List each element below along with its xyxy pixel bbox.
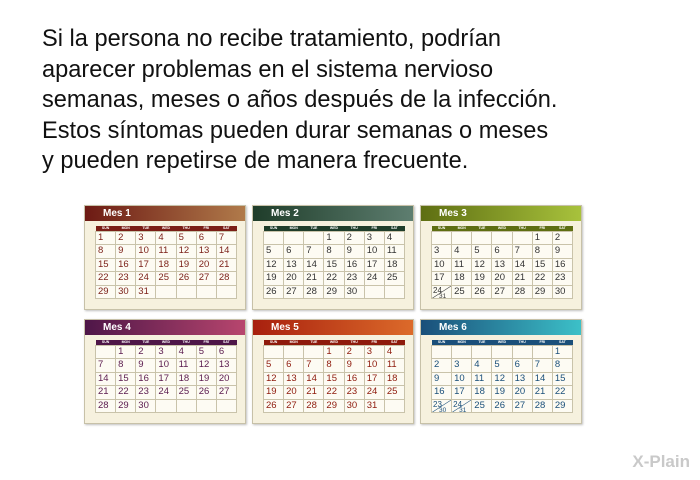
calendar-day: 2: [344, 232, 364, 245]
calendar-day: 12: [492, 372, 512, 385]
day-number: 23: [433, 399, 442, 409]
calendar-day: 30: [552, 285, 572, 298]
calendar-day: 16: [432, 386, 452, 399]
calendar-month-1: [84, 205, 246, 310]
calendar-day: 27: [284, 285, 304, 298]
calendar-day: 5: [264, 245, 284, 258]
calendar-day: 16: [344, 372, 364, 385]
day-number: 31: [459, 406, 467, 413]
calendar-day: [432, 346, 452, 359]
calendar-day: 2: [344, 346, 364, 359]
calendar-day: 8: [532, 245, 552, 258]
weekday-label: THU: [344, 226, 364, 232]
calendar-grid: [95, 226, 237, 299]
calendar-day: [264, 232, 284, 245]
calendar-day: [284, 232, 304, 245]
calendar-day: 8: [116, 359, 136, 372]
calendar-day: 9: [344, 359, 364, 372]
calendar-day: 3: [432, 245, 452, 258]
weekday-label: WED: [156, 226, 176, 232]
calendar-day: 1: [116, 346, 136, 359]
calendar-day: 10: [156, 359, 176, 372]
calendar-day: 25: [384, 386, 404, 399]
calendar-day: 28: [512, 285, 532, 298]
calendar-title: Mes 5: [253, 320, 413, 335]
weekday-label: SAT: [216, 340, 236, 346]
calendar-day: 16: [116, 258, 136, 271]
calendar-day: 21: [532, 386, 552, 399]
calendar-day: 13: [284, 372, 304, 385]
calendar-day: 29: [116, 399, 136, 412]
calendar-day: [96, 346, 116, 359]
calendar-day: [512, 232, 532, 245]
calendar-day: 14: [96, 372, 116, 385]
calendar-day: 15: [96, 258, 116, 271]
calendar-day: 21: [512, 272, 532, 285]
calendar-day: 25: [176, 386, 196, 399]
calendar-grid: [431, 340, 573, 413]
main-text-line: aparecer problemas en el sistema nervioso: [42, 56, 494, 83]
calendar-day: 16: [552, 258, 572, 271]
calendar-day: 16: [344, 258, 364, 271]
calendar-day: 23: [344, 386, 364, 399]
calendar-day: 27: [216, 386, 236, 399]
calendar-day: 9: [432, 372, 452, 385]
calendar-day: 11: [384, 359, 404, 372]
calendar-day: 22: [532, 272, 552, 285]
calendar-day: [304, 232, 324, 245]
calendar-day: 21: [96, 386, 116, 399]
calendar-day: 10: [136, 245, 156, 258]
calendar-day: 1: [324, 232, 344, 245]
calendar-day: 14: [304, 258, 324, 271]
weekday-label: SAT: [216, 226, 236, 232]
main-text-line: Si la persona no recibe tratamiento, podrían: [42, 26, 502, 52]
calendar-day: 17: [136, 258, 156, 271]
calendar-day: 7: [532, 359, 552, 372]
main-text-line: y pueden repetirse de manera frecuente.: [42, 148, 469, 174]
calendar-day: 15: [324, 372, 344, 385]
calendar-day: 6: [196, 232, 216, 245]
calendar-day: 2: [116, 232, 136, 245]
weekday-label: WED: [156, 340, 176, 346]
calendar-day: [384, 285, 404, 298]
weekday-label: MON: [116, 226, 136, 232]
calendar-day: 6: [512, 359, 532, 372]
calendar-day: [196, 285, 216, 298]
calendar-day: 26: [264, 285, 284, 298]
calendar-day: 18: [384, 372, 404, 385]
calendar-day: 20: [512, 386, 532, 399]
calendar-day: 31: [136, 285, 156, 298]
calendar-day: 24: [136, 272, 156, 285]
calendar-day: [176, 399, 196, 412]
weekday-label: MON: [452, 340, 472, 346]
calendar-day: 23: [116, 272, 136, 285]
calendar-day: [432, 399, 452, 412]
calendar-day: 3: [452, 359, 472, 372]
calendar-day: 18: [176, 372, 196, 385]
main-text-line: semanas, meses o años después de la infección.: [42, 87, 558, 113]
calendar-day: 9: [116, 245, 136, 258]
weekday-label: WED: [492, 340, 512, 346]
calendar-day: 13: [512, 372, 532, 385]
calendar-day: 24: [364, 386, 384, 399]
weekday-label: FRI: [196, 340, 216, 346]
calendar-title: Mes 2: [253, 206, 413, 221]
calendar-day: [176, 285, 196, 298]
weekday-label: THU: [344, 340, 364, 346]
calendar-day: 26: [176, 272, 196, 285]
calendar-day: 14: [512, 258, 532, 271]
calendar-day: 13: [492, 258, 512, 271]
calendar-day: 10: [432, 258, 452, 271]
calendar-day: 9: [344, 245, 364, 258]
day-number: 30: [439, 406, 447, 413]
calendar-day: 12: [196, 359, 216, 372]
calendar-day: [432, 232, 452, 245]
calendar-day: 17: [156, 372, 176, 385]
calendar-day: 11: [452, 258, 472, 271]
calendar-day: 26: [196, 386, 216, 399]
weekday-label: FRI: [364, 340, 384, 346]
calendar-day: 28: [304, 399, 324, 412]
calendar-day: 7: [512, 245, 532, 258]
calendar-day: 26: [264, 399, 284, 412]
calendar-day: 30: [344, 399, 364, 412]
calendar-day: 1: [532, 232, 552, 245]
calendar-grid: [263, 340, 405, 413]
weekday-label: THU: [512, 340, 532, 346]
calendar-day: 17: [432, 272, 452, 285]
calendar-day: 17: [364, 258, 384, 271]
weekday-label: WED: [492, 226, 512, 232]
calendar-grid: [263, 226, 405, 299]
calendar-grid: [95, 340, 237, 413]
calendar-day: 29: [552, 399, 572, 412]
weekday-label: MON: [452, 226, 472, 232]
calendar-day: 2: [136, 346, 156, 359]
calendar-grid: [431, 226, 573, 299]
calendar-day: [304, 346, 324, 359]
weekday-label: TUE: [472, 340, 492, 346]
calendar-title: Mes 1: [85, 206, 245, 221]
calendar-day: 29: [532, 285, 552, 298]
calendar-day: [216, 399, 236, 412]
calendar-day: 10: [452, 372, 472, 385]
calendar-day: 11: [176, 359, 196, 372]
weekday-label: SAT: [552, 340, 572, 346]
weekday-label: MON: [116, 340, 136, 346]
calendar-day: [532, 346, 552, 359]
calendar-day: 25: [384, 272, 404, 285]
calendar-day: 29: [96, 285, 116, 298]
calendar-day: 22: [552, 386, 572, 399]
calendar-day: 26: [472, 285, 492, 298]
calendar-month-5: [252, 319, 414, 424]
calendar-day: 4: [176, 346, 196, 359]
calendar-day: 23: [344, 272, 364, 285]
weekday-label: SUN: [432, 340, 452, 346]
calendar-month-4: [84, 319, 246, 424]
calendar-day: 2: [552, 232, 572, 245]
weekday-label: FRI: [364, 226, 384, 232]
weekday-label: SUN: [264, 340, 284, 346]
calendar-day: 30: [136, 399, 156, 412]
calendar-day: 27: [492, 285, 512, 298]
calendar-day: 2: [432, 359, 452, 372]
calendar-day: 5: [472, 245, 492, 258]
weekday-label: TUE: [304, 226, 324, 232]
weekday-label: SAT: [384, 226, 404, 232]
weekday-label: TUE: [136, 340, 156, 346]
calendar-day: 5: [264, 359, 284, 372]
weekday-label: THU: [512, 226, 532, 232]
calendar-day: 6: [284, 245, 304, 258]
calendar-day: 25: [452, 285, 472, 298]
calendar-day: 20: [196, 258, 216, 271]
calendar-day: 31: [364, 399, 384, 412]
weekday-label: MON: [284, 226, 304, 232]
calendar-day: 6: [492, 245, 512, 258]
calendar-day: 1: [552, 346, 572, 359]
weekday-label: SUN: [96, 226, 116, 232]
calendar-day: 12: [264, 258, 284, 271]
day-number: 24: [433, 285, 442, 295]
calendar-day: [472, 232, 492, 245]
calendar-day: 6: [284, 359, 304, 372]
calendar-day: 20: [216, 372, 236, 385]
calendar-day: 3: [364, 232, 384, 245]
calendar-day: 19: [264, 386, 284, 399]
calendar-day: 7: [216, 232, 236, 245]
weekday-label: FRI: [196, 226, 216, 232]
weekday-label: FRI: [532, 226, 552, 232]
calendar-day: 4: [384, 346, 404, 359]
calendar-day: 15: [324, 258, 344, 271]
calendar-day: 28: [96, 399, 116, 412]
calendar-day: 11: [156, 245, 176, 258]
calendar-day: 4: [156, 232, 176, 245]
calendar-day: 8: [96, 245, 116, 258]
calendar-day: [216, 285, 236, 298]
calendar-day: 16: [136, 372, 156, 385]
calendar-day: 5: [176, 232, 196, 245]
calendar-month-2: [252, 205, 414, 310]
calendar-day: 13: [216, 359, 236, 372]
calendar-day: 7: [96, 359, 116, 372]
calendar-title: Mes 3: [421, 206, 581, 221]
calendar-day: 11: [384, 245, 404, 258]
calendar-title: Mes 6: [421, 320, 581, 335]
calendar-day: [264, 346, 284, 359]
calendar-day: 20: [492, 272, 512, 285]
calendar-day: 13: [196, 245, 216, 258]
calendar-day: 5: [492, 359, 512, 372]
calendar-day: 22: [324, 272, 344, 285]
calendar-title: Mes 4: [85, 320, 245, 335]
calendar-day: 27: [196, 272, 216, 285]
calendar-day: 3: [364, 346, 384, 359]
weekday-label: THU: [176, 340, 196, 346]
x-plain-logo: X-Plain: [632, 452, 690, 471]
calendar-day: 27: [512, 399, 532, 412]
calendar-day: 11: [472, 372, 492, 385]
calendar-day: 10: [364, 245, 384, 258]
calendar-day: [284, 346, 304, 359]
calendar-day: 25: [156, 272, 176, 285]
main-paragraph: [42, 24, 662, 177]
calendar-day: [512, 346, 532, 359]
weekday-label: THU: [176, 226, 196, 232]
calendar-day: [452, 346, 472, 359]
calendar-day: 23: [136, 386, 156, 399]
weekday-label: MON: [284, 340, 304, 346]
calendar-day: 27: [284, 399, 304, 412]
calendar-day: 28: [216, 272, 236, 285]
calendar-day: 19: [196, 372, 216, 385]
calendar-day: [492, 232, 512, 245]
calendar-day: 6: [216, 346, 236, 359]
calendar-day: 7: [304, 245, 324, 258]
weekday-label: TUE: [472, 226, 492, 232]
calendar-day: 21: [216, 258, 236, 271]
calendar-day: [364, 285, 384, 298]
calendar-day: 29: [324, 285, 344, 298]
calendar-day: 18: [452, 272, 472, 285]
calendar-day: 9: [136, 359, 156, 372]
weekday-label: SAT: [384, 340, 404, 346]
calendar-day: 17: [452, 386, 472, 399]
calendar-day: 9: [552, 245, 572, 258]
weekday-label: WED: [324, 226, 344, 232]
weekday-label: SUN: [432, 226, 452, 232]
calendar-month-3: [420, 205, 582, 310]
calendar-day: 12: [264, 372, 284, 385]
day-number: 31: [439, 292, 447, 299]
weekday-label: FRI: [532, 340, 552, 346]
calendar-day: 23: [552, 272, 572, 285]
calendar-day: 30: [344, 285, 364, 298]
calendar-day: 7: [304, 359, 324, 372]
calendar-day: [492, 346, 512, 359]
calendar-day: 4: [452, 245, 472, 258]
calendar-day: 28: [532, 399, 552, 412]
calendar-day: 15: [552, 372, 572, 385]
calendar-day: 25: [472, 399, 492, 412]
calendar-day: 14: [304, 372, 324, 385]
calendar-day: 18: [472, 386, 492, 399]
weekday-label: TUE: [136, 226, 156, 232]
calendar-day: 17: [364, 372, 384, 385]
calendar-day: [156, 285, 176, 298]
calendar-day: 19: [472, 272, 492, 285]
main-text-line: Estos síntomas pueden durar semanas o meses: [42, 117, 549, 144]
calendar-day: 8: [552, 359, 572, 372]
calendar-day: [452, 232, 472, 245]
calendar-day: 1: [324, 346, 344, 359]
calendar-day: 12: [472, 258, 492, 271]
calendar-day: 15: [116, 372, 136, 385]
calendar-day: 29: [324, 399, 344, 412]
calendar-day: 21: [304, 272, 324, 285]
calendar-day: 14: [532, 372, 552, 385]
weekday-label: SUN: [264, 226, 284, 232]
calendar-day: 19: [176, 258, 196, 271]
calendar-day: 26: [492, 399, 512, 412]
calendar-day: 15: [532, 258, 552, 271]
calendar-day: [432, 285, 452, 298]
calendar-day: 3: [136, 232, 156, 245]
calendar-month-6: [420, 319, 582, 424]
calendar-day: 22: [96, 272, 116, 285]
weekday-label: SUN: [96, 340, 116, 346]
calendar-day: 4: [472, 359, 492, 372]
calendar-day: 28: [304, 285, 324, 298]
calendar-day: 4: [384, 232, 404, 245]
calendar-day: 1: [96, 232, 116, 245]
calendar-day: 18: [156, 258, 176, 271]
calendar-day: [472, 346, 492, 359]
weekday-label: TUE: [304, 340, 324, 346]
day-number: 24: [453, 399, 463, 409]
calendar-day: 19: [492, 386, 512, 399]
calendar-day: 30: [116, 285, 136, 298]
calendar-day: 5: [196, 346, 216, 359]
calendar-day: 22: [324, 386, 344, 399]
calendar-day: 13: [284, 258, 304, 271]
calendar-day: 12: [176, 245, 196, 258]
calendar-day: 24: [156, 386, 176, 399]
weekday-label: SAT: [552, 226, 572, 232]
calendar-day: 8: [324, 359, 344, 372]
calendar-day: 3: [156, 346, 176, 359]
calendar-day: 10: [364, 359, 384, 372]
calendar-day: [452, 399, 472, 412]
calendar-day: 19: [264, 272, 284, 285]
calendar-day: 24: [364, 272, 384, 285]
calendar-day: 20: [284, 272, 304, 285]
calendar-day: 22: [116, 386, 136, 399]
calendar-day: 20: [284, 386, 304, 399]
calendar-day: 21: [304, 386, 324, 399]
calendar-day: [156, 399, 176, 412]
calendar-day: [196, 399, 216, 412]
weekday-label: WED: [324, 340, 344, 346]
calendar-day: 8: [324, 245, 344, 258]
calendar-day: [384, 399, 404, 412]
calendar-day: 18: [384, 258, 404, 271]
calendar-day: 14: [216, 245, 236, 258]
